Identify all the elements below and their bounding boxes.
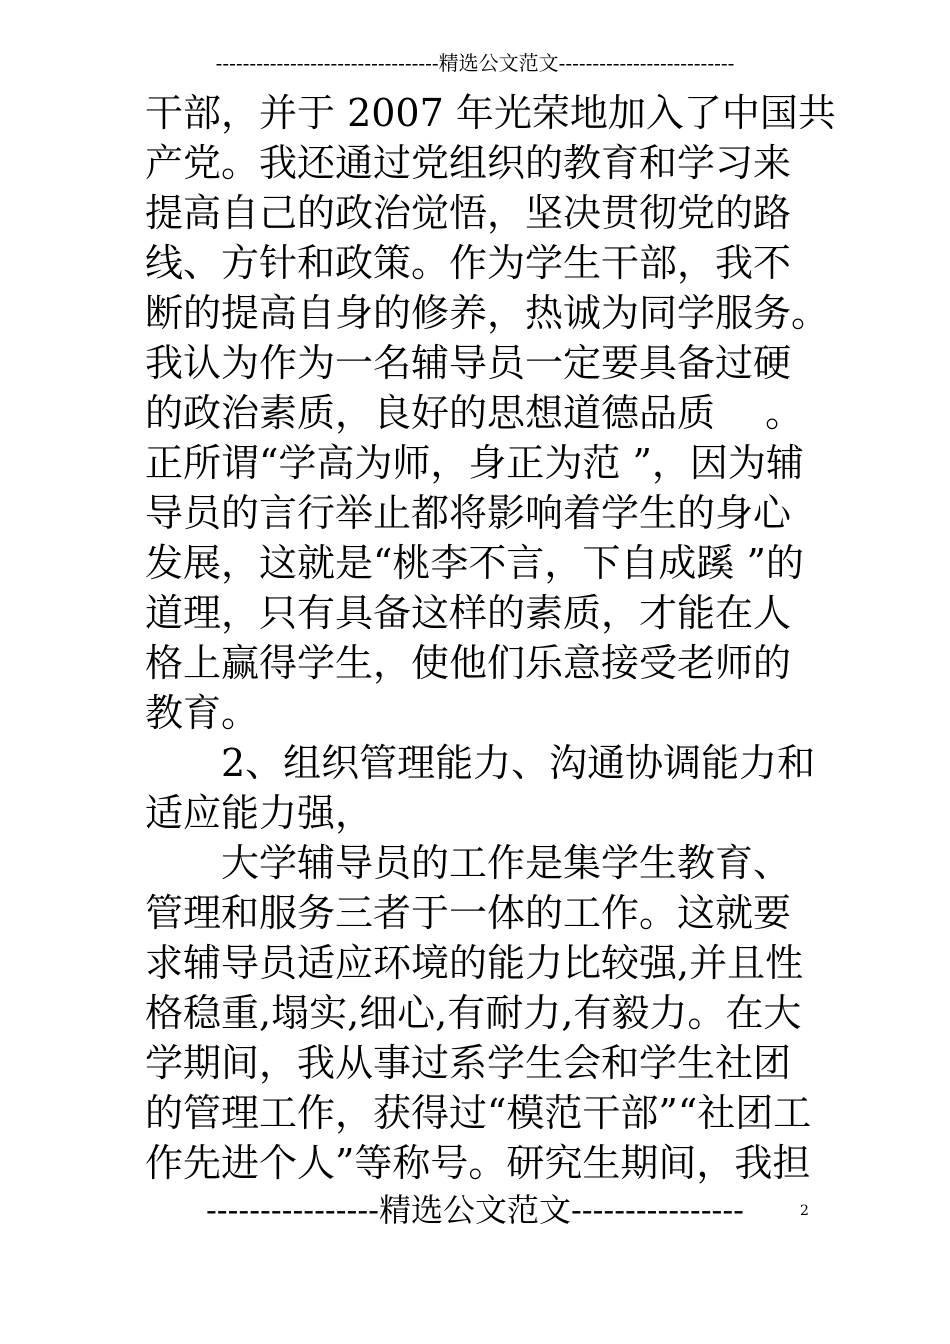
text-line: 的管理工作，获得过“模范干部”“社团工 [145, 1091, 812, 1135]
page-footer: ----------------精选公文范文---------------- [205, 1191, 744, 1229]
text-line: 管理和服务三者于一体的工作。这就要 [145, 891, 792, 935]
text-line: 学期间，我从事过系学生会和学生社团 [145, 1041, 792, 1085]
text-line: 线、方针和政策。作为学生干部，我不 [145, 241, 792, 285]
text-line: 干部，并于 2007 年光荣地加入了中国共 [145, 91, 836, 135]
text-line: 作先进个人”等称号。研究生期间，我担 [145, 1141, 811, 1185]
page-number: 2 [800, 1203, 809, 1219]
text-line: 断的提高自身的修养，热诚为同学服务。 [145, 291, 830, 335]
paragraph-start: 大学辅导员的工作是集学生教育、 [221, 841, 792, 885]
section-heading: 2、组织管理能力、沟通协调能力和 [221, 741, 816, 785]
text-line: 格上赢得学生，使他们乐意接受老师的 [145, 641, 792, 685]
page-header: ---------------------------------精选公文范文-------------------------- [215, 51, 735, 75]
text-line: 我认为作为一名辅导员一定要具备过硬 [145, 341, 792, 385]
text-line: 求辅导员适应环境的能力比较强,并且性 [145, 941, 804, 985]
text-line: 教育。 [145, 691, 260, 735]
text-line: 格稳重,塌实,细心,有耐力,有毅力。在大 [145, 991, 802, 1035]
text-line: 产党。我还通过党组织的教育和学习来 [145, 141, 792, 185]
text-line: 正所谓“学高为师，身正为范 ”，因为辅 [145, 441, 804, 485]
text-line: 的政治素质，良好的思想道德品质 。 [145, 391, 804, 435]
document-body [145, 88, 836, 1188]
text-line: 适应能力强， [145, 791, 374, 835]
text-line: 发展，这就是“桃李不言，下自成蹊 ”的 [145, 541, 804, 585]
text-line: 道理，只有具备这样的素质，才能在人 [145, 591, 792, 635]
text-line: 导员的言行举止都将影响着学生的身心 [145, 491, 792, 535]
text-line: 提高自己的政治觉悟，坚决贯彻党的路 [145, 191, 792, 235]
